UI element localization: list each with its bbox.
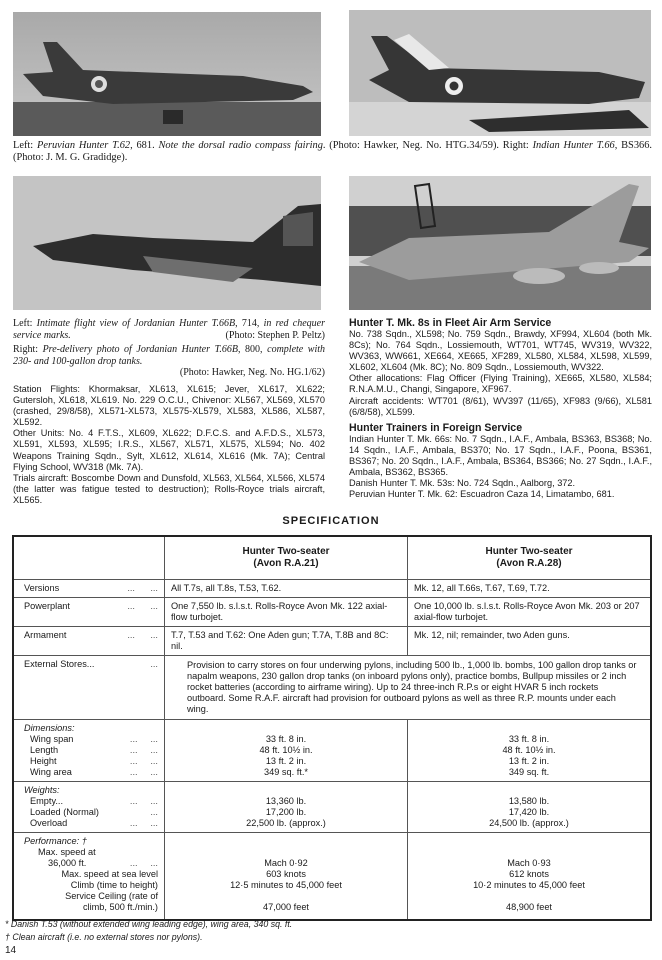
weight-label: Empty... [30,796,64,806]
header-title: Hunter Two-seater [242,546,330,557]
caption-right-serial: , BS366. [614,140,652,151]
perf-value: 47,000 feet [263,902,309,912]
perf-label: climb, 500 ft./min.) [82,902,158,912]
caption-text-2: in red chequer service marks. [13,318,325,341]
perf-value: 10·2 minutes to 45,000 feet [473,880,585,890]
leader-dots: ... ... [129,858,158,868]
leader-dots: ... ... [129,756,158,766]
header-engine: (Avon R.A.28) [496,558,562,569]
row-label: Armament [24,630,67,640]
performance-heading: Performance: † [24,836,87,846]
caption-left-note: Note the dorsal radio compass fairing [158,140,323,151]
caption-right-subject: Indian Hunter T.66 [532,140,615,151]
row-label-cell [13,598,165,627]
caption-text-2: complete with 230- and 100-gallon drop tanks. [13,344,326,367]
weight-label: Overload [30,818,68,828]
spec-row-armament [13,627,651,656]
spec-header-ra21 [165,536,408,580]
perf-value: 48,900 feet [506,902,552,912]
foreign-service-heading: Hunter Trainers in Foreign Service [349,421,523,434]
dim-value: 33 ft. 8 in. [265,734,307,744]
dim-value: 33 ft. 8 in. [508,734,550,744]
peruvian-hunter-t62-photo [13,12,321,136]
caption-label: Right: [13,344,43,355]
caption-serial: , 714, [235,318,264,329]
caption-left-subject: Peruvian Hunter T.62 [36,140,131,151]
top-photos-caption [13,140,652,164]
weight-label: Loaded (Normal) [30,807,99,817]
dim-value: 349 sq. ft.* [264,767,308,777]
row-label-cell [13,580,165,598]
footnote-asterisk: * Danish T.53 (without extended wing leading edge), wing area, 340 sq. ft. [5,919,293,929]
caption-right-label: Right: [502,140,533,151]
spec-row-weights [13,782,651,833]
caption-serial: , 800, [238,344,268,355]
other-allocations-paragraph: Other allocations: Flag Officer (Flying Training), XE665, XL580, XL584; R.N.A.M.U., Changi, Singapore, XF967. [349,373,652,395]
weights-label-cell [13,782,165,833]
perf-label: 36,000 ft. [48,858,87,868]
middle-left-caption [13,318,325,341]
perf-value: 612 knots [509,869,549,879]
weight-value: 17,200 lb. [265,807,307,817]
faa-heading: Hunter T. Mk. 8s in Fleet Air Arm Service [349,317,552,329]
row-label: Powerplant [24,601,70,611]
specification-title: SPECIFICATION [282,515,380,527]
dim-label: Wing span [30,734,74,744]
dim-value: 349 sq. ft. [508,767,550,777]
spec-row-performance [13,833,651,921]
leader-dots: ... ... [129,796,158,806]
indian-paragraph: Indian Hunter T. Mk. 66s: No. 7 Sqdn., I.A.F., Ambala, BS363, BS368; No. 14 Sqdn., I.A.F., Ambala, BS370; No. 17 Sqdn., I.A.F., Poona, BS361, BS367; No. 20 Sqdn., I.A.F., Ambala, BS364, BS366; No. 27 Sqdn., I.A.F., Ambala, BS362, BS365. [349,433,652,478]
ra21-value: One 7,550 lb. s.l.s.t. Rolls-Royce Avon Mk. 122 axial-flow turbojet. [165,598,408,627]
spec-header-row [13,536,651,580]
leader-dots: ... [150,807,158,817]
weight-value: 13,580 lb. [508,796,550,806]
header-title: Hunter Two-seater [485,546,573,557]
peruvian-paragraph: Peruvian Hunter T. Mk. 62: Escuadron Caza 14, Limatambo, 681. [349,489,615,500]
caption-left-serial: , 681. [130,140,159,151]
leader-dots: ... ... [129,767,158,777]
spec-header-blank [13,536,165,580]
dim-value: 48 ft. 10½ in. [259,745,313,755]
ra21-value: All T.7s, all T.8s, T.53, T.62. [165,580,408,598]
caption-text: Pre-delivery photo of Jordanian Hunter T.66B [42,344,238,355]
right-text-column [349,315,652,500]
perf-label: Max. speed at [38,847,96,857]
spec-header-ra28 [408,536,652,580]
ra28-performance [408,833,652,921]
caption-credit: (Photo: Stephen P. Peltz) [225,329,325,341]
footnote-dagger: † Clean aircraft (i.e. no external stores nor pylons). [5,932,203,942]
danish-paragraph: Danish Hunter T. Mk. 53s: No. 724 Sqdn., Aalborg, 372. [349,478,576,489]
caption-right-credit: (Photo: J. M. G. Gradidge). [13,152,128,163]
middle-right-caption [13,344,325,379]
perf-value: Mach 0·92 [264,858,308,868]
leader-dots: ... ... [129,745,158,755]
specification-table [12,535,652,921]
row-label: Versions [24,583,60,593]
ra28-weights [408,782,652,833]
weight-value: 13,360 lb. [265,796,307,806]
perf-value: 603 knots [266,869,306,879]
spec-row-external-stores [13,656,651,720]
leader-dots: ... ... [127,583,158,593]
row-label: External Stores... [24,659,95,669]
station-flights-paragraph: Station Flights: Khormaksar, XL613, XL615; Jever, XL617, XL622; Gutersloh, XL618, XL619. No. 229 O.C.U., Chivenor: XL567, XL569, XL570 (crashed, 29/8/58), XL571-XL573, XL575-XL579, XL583, XL586, XL587, XL592. [13,384,325,428]
dimensions-label-cell [13,720,165,782]
jordanian-hunter-flight-photo [13,176,321,310]
caption-left-label: Left: [13,140,37,151]
ra28-value: One 10,000 lb. s.l.s.t. Rolls-Royce Avon Mk. 203 or 207 axial-flow turbojet. [408,598,652,627]
ra28-value: Mk. 12, all T.66s, T.67, T.69, T.72. [408,580,652,598]
spec-row-versions [13,580,651,598]
accidents-paragraph: Aircraft accidents: WT701 (8/61), WV397 (11/65), XF983 (9/66), XL581 (6/8/58), XL599. [349,395,652,417]
dim-value: 48 ft. 10½ in. [502,745,556,755]
other-units-paragraph: Other Units: No. 4 F.T.S., XL609, XL622; D.F.C.S. and A.F.D.S., XL573, XL591, XL593, XL595; I.R.S., XL567, XL571, XL575, XL594; No. 402 Weapons Training Sqdn., Sylt, XL612, XL614, XL616 (Mk. 7A); Central Flying School, WV318 (Mk. 7A). [13,428,325,472]
caption-label: Left: [13,318,37,329]
leader-dots: ... [150,659,158,669]
leader-dots: ... ... [129,818,158,828]
leader-dots: ... ... [127,601,158,611]
indian-hunter-t66-photo [349,10,651,136]
perf-value: Mach 0·93 [507,858,551,868]
caption-credit: (Photo: Hawker, Neg. No. HG.1/62) [179,367,325,378]
jordanian-hunter-predelivery-photo [349,176,651,310]
trials-aircraft-paragraph: Trials aircraft: Boscombe Down and Dunsfold, XL563, XL564, XL566, XL574 (the latter was fatigue tested to destruction); Rolls-Royce trials aircraft, XL565. [13,472,325,505]
dim-value: 13 ft. 2 in. [265,756,307,766]
dim-label: Wing area [30,767,72,777]
dim-label: Height [30,756,57,766]
perf-label: Service Ceiling (rate of [65,891,158,901]
leader-dots: ... ... [129,734,158,744]
weights-heading: Weights: [24,785,60,795]
ra21-value: T.7, T.53 and T.62: One Aden gun; T.7A, T.8B and 8C: nil. [165,627,408,656]
faa-paragraph: No. 738 Sqdn., XL598; No. 759 Sqdn., Brawdy, XF994, XL604 (both Mk. 8Cs); No. 764 Sqdn., Lossiemouth, WT701, WT745, WV319, WV322, WV363, WW661, XE664, XE665, XF289, XL580, XL584, XL598, XL599, XL602, XL604 (Mk. 8C); No. 809 Sqdn., Lossiemouth, WV322. [349,329,652,373]
external-stores-value: Provision to carry stores on four underwing pylons, including 500 lb., 1,000 lb. bombs, 100 gallon drop tanks or napalm weapons, 230 gallon drop tanks (on inboard pylons only), practice bombs, Bullpup missiles or 2 inch rocket batteries (according to airframe wiring). Up to 24 three-inch R.P.s or eight HVAR 5 inch rockets outboard. Some R.A.F. aircraft had provision for outboard pylons as well as three R.P. mounts under each wing. [165,656,652,720]
spec-row-dimensions [13,720,651,782]
perf-label: Max. speed at sea level [61,869,158,879]
ra21-dimensions [165,720,408,782]
leader-dots: ... ... [127,630,158,640]
weight-value: 22,500 lb. (approx.) [246,818,326,828]
caption-text: Intimate flight view of Jordanian Hunter T.66B [36,318,236,329]
weight-value: 24,500 lb. (approx.) [489,818,569,828]
dimensions-heading: Dimensions: [24,723,75,733]
row-label-cell [13,656,165,720]
performance-label-cell [13,833,165,921]
ra28-dimensions [408,720,652,782]
ra21-weights [165,782,408,833]
dim-label: Length [30,745,59,755]
page-number: 14 [5,945,17,956]
header-engine: (Avon R.A.21) [253,558,319,569]
caption-left-credit: . (Photo: Hawker, Neg. No. HTG.34/59). [322,140,503,151]
weight-value: 17,420 lb. [508,807,550,817]
perf-value: 12·5 minutes to 45,000 feet [230,880,342,890]
ra21-performance [165,833,408,921]
ra28-value: Mk. 12, nil; remainder, two Aden guns. [408,627,652,656]
perf-label: Climb (time to height) [70,880,158,890]
row-label-cell [13,627,165,656]
dim-value: 13 ft. 2 in. [508,756,550,766]
spec-row-powerplant [13,598,651,627]
left-text-column [13,384,325,506]
